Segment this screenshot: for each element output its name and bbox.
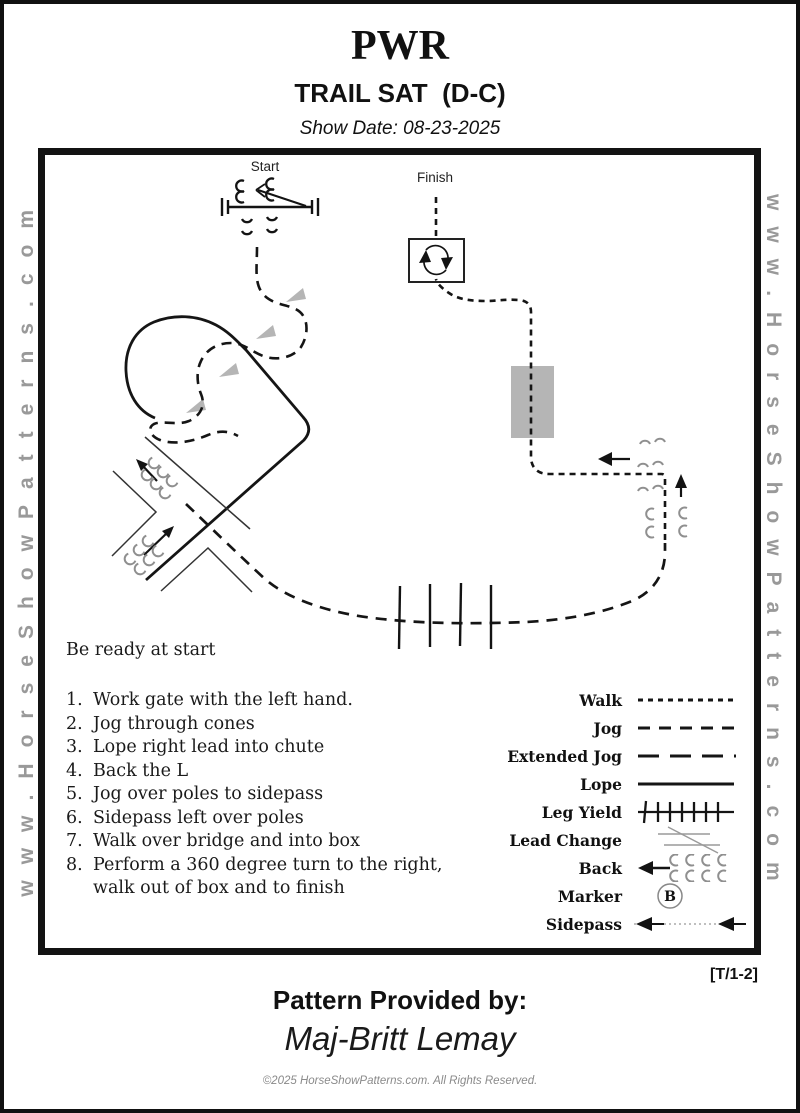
side-watermark-left-text: www.HorseShowPatterns.com [15,194,38,897]
legend-row-lope: Lope [492,770,754,798]
instructions-block [66,639,446,900]
copyright-text: ©2025 HorseShowPatterns.com. All Rights Reserved. [262,1075,538,1087]
start-label: Start [250,159,280,174]
lope-line-icon [630,770,750,798]
leg-yield-line-icon [630,798,750,826]
l-back-obstacle-rails [112,437,252,592]
legend-row-marker: Marker B [492,882,754,910]
instruction-item: 1. Work gate with the left hand. [66,690,353,710]
instruction-item: 5. Jog over poles to sidepass [66,784,324,804]
marker-circle-icon [630,882,750,910]
gate-obstacle [222,179,318,235]
svg-text:B: B [664,889,676,905]
class-title: TRAIL SAT (D-C) [294,78,506,108]
instruction-item: 8. Perform a 360 degree turn to the right, walk out of box and to finish [66,854,443,898]
back-arrow-icon-1 [136,457,178,500]
turn-circle-arrows-icon [419,246,453,275]
legend-row-sidepass: Sidepass [492,910,754,938]
lope-path [126,317,309,580]
instruction-item: 7. Walk over bridge and into box [66,831,360,851]
legend-row-walk: Walk [492,686,754,714]
instruction-item: 3. Lope right lead into chute [66,737,325,757]
page-title: PWR [351,23,449,69]
bridge-obstacle [511,366,554,438]
pattern-code: [T/1-2] [710,966,758,983]
lead-change-icon [630,826,750,854]
instruction-item: 6. Sidepass left over poles [66,807,304,828]
jog-over-poles-path [186,504,665,623]
legend-row-lead-change: Lead Change [492,826,754,854]
legend-row-extended-jog: Extended Jog [492,742,754,770]
back-arrow-icon-2 [122,526,174,577]
provided-by-label: Pattern Provided by: [272,985,528,1015]
sidepass-up-arrow-icon [675,474,687,497]
legend [492,686,754,938]
sidepass-obstacle [598,439,687,538]
back-symbol-icon [630,854,750,882]
legend-row-leg-yield: Leg Yield [492,798,754,826]
sidepass-symbol-icon [630,910,750,938]
course-diagram-frame [38,148,761,955]
instruction-item: 2. Jog through cones [66,713,255,734]
sidepass-left-arrow-icon [598,452,630,466]
legend-row-back: Back [492,854,754,882]
provider-name: Maj-Britt Lemay [284,1020,516,1057]
legend-row-jog: Jog [492,714,754,742]
instructions-intro: Be ready at start [66,640,216,660]
jog-serpentine-path [150,247,306,442]
finish-label: Finish [416,170,454,185]
jog-line-icon [630,714,750,742]
side-watermark-right [758,148,788,943]
turn-box-obstacle [409,239,464,282]
extended-jog-line-icon [630,742,750,770]
side-watermark-right-text: www.HorseShowPatterns.com [762,194,785,897]
show-date: Show Date: 08-23-2025 [299,118,501,139]
walk-line-icon [630,686,750,714]
instruction-item: 4. Back the L [66,760,189,781]
